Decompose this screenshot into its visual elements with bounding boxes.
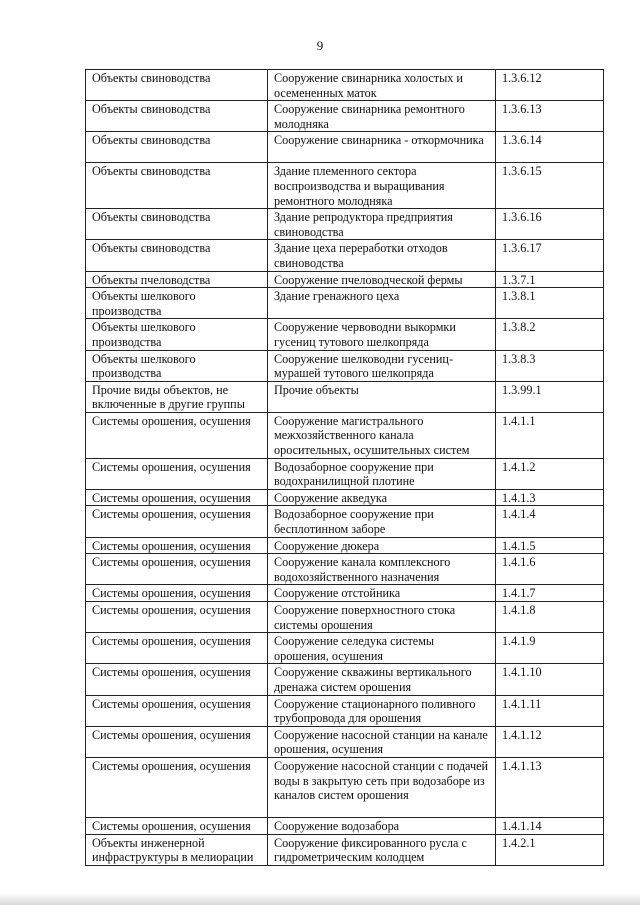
cell-object: Сооружение отстойника [268,585,496,602]
cell-object: Сооружение свинарника ремонтного молодняка [268,101,496,132]
cell-category: Объекты свиноводства [86,209,268,240]
cell-code: 1.3.8.1 [496,288,604,319]
cell-object: Сооружение червоводни выкормки гусениц тутового шелкопряда [268,319,496,350]
table-row [86,834,604,865]
cell-object: Здание цеха переработки отходов свиноводства [268,240,496,271]
cell-object: Здание репродуктора предприятия свиноводства [268,209,496,240]
cell-category: Объекты шелкового производства [86,288,268,319]
table-row [86,489,604,506]
page-number: 9 [316,38,324,53]
cell-category: Объекты инженерной инфраструктуры в мелиорации [86,834,268,865]
cell-object: Сооружение водозабора [268,817,496,834]
table-row [86,350,604,381]
cell-code: 1.3.99.1 [496,381,604,412]
cell-code: 1.3.6.13 [496,101,604,132]
cell-object: Здание гренажного цеха [268,288,496,319]
cell-category: Системы орошения, осушения [86,506,268,537]
table-row [86,458,604,489]
table-row [86,554,604,585]
cell-code: 1.4.1.2 [496,458,604,489]
cell-code: 1.3.8.2 [496,319,604,350]
table-row [86,271,604,288]
cell-code: 1.4.1.10 [496,664,604,695]
cell-code: 1.4.1.1 [496,412,604,458]
cell-object: Сооружение насосной станции с подачей воды в закрытую сеть при водозаборе из каналов систем орошения [268,757,496,817]
cell-object: Сооружение насосной станции на канале орошения, осушения [268,726,496,757]
cell-category: Системы орошения, осушения [86,537,268,554]
table-body [86,70,604,866]
cell-category: Системы орошения, осушения [86,602,268,633]
cell-object: Сооружение дюкера [268,537,496,554]
table-row [86,664,604,695]
table-row [86,132,604,163]
cell-category: Объекты шелкового производства [86,350,268,381]
cell-code: 1.4.1.3 [496,489,604,506]
cell-category: Системы орошения, осушения [86,489,268,506]
cell-code: 1.4.1.7 [496,585,604,602]
table-row [86,633,604,664]
table-row [86,288,604,319]
cell-object: Водозаборное сооружение при водохранилищной плотине [268,458,496,489]
cell-code: 1.4.1.8 [496,602,604,633]
cell-code: 1.4.1.13 [496,757,604,817]
cell-object: Сооружение акведука [268,489,496,506]
cell-object: Сооружение пчеловодческой фермы [268,271,496,288]
table-row [86,101,604,132]
cell-code: 1.4.1.5 [496,537,604,554]
cell-category: Прочие виды объектов, не включенные в другие группы [86,381,268,412]
cell-category: Объекты свиноводства [86,240,268,271]
table-row [86,817,604,834]
cell-category: Объекты свиноводства [86,132,268,163]
cell-code: 1.3.6.12 [496,70,604,101]
cell-category: Объекты свиноводства [86,70,268,101]
table-row [86,537,604,554]
cell-category: Объекты свиноводства [86,163,268,209]
cell-category: Системы орошения, осушения [86,633,268,664]
table-row [86,726,604,757]
table-row [86,319,604,350]
table-row [86,412,604,458]
scan-edge [0,893,640,905]
cell-code: 1.3.6.15 [496,163,604,209]
table-row [86,163,604,209]
cell-category: Системы орошения, осушения [86,412,268,458]
cell-object: Сооружение скважины вертикального дренажа систем орошения [268,664,496,695]
table-row [86,70,604,101]
cell-code: 1.4.2.1 [496,834,604,865]
table-row [86,240,604,271]
table-row [86,506,604,537]
cell-code: 1.4.1.12 [496,726,604,757]
cell-category: Системы орошения, осушения [86,664,268,695]
cell-code: 1.3.6.17 [496,240,604,271]
cell-category: Системы орошения, осушения [86,817,268,834]
cell-object: Сооружение поверхностного стока системы орошения [268,602,496,633]
cell-code: 1.3.6.14 [496,132,604,163]
cell-category: Объекты шелкового производства [86,319,268,350]
table-row [86,585,604,602]
cell-object: Здание племенного сектора воспроизводства и выращивания ремонтного молодняка [268,163,496,209]
cell-object: Водозаборное сооружение при бесплотинном заборе [268,506,496,537]
cell-object: Сооружение селедука системы орошения, осушения [268,633,496,664]
table-row [86,602,604,633]
cell-category: Системы орошения, осушения [86,757,268,817]
cell-code: 1.4.1.6 [496,554,604,585]
cell-object: Сооружение магистрального межхозяйственного канала оросительных, осушительных систем [268,412,496,458]
cell-code: 1.3.6.16 [496,209,604,240]
cell-object: Сооружение стационарного поливного трубопровода для орошения [268,695,496,726]
cell-category: Объекты пчеловодства [86,271,268,288]
table-row [86,209,604,240]
cell-code: 1.3.8.3 [496,350,604,381]
cell-code: 1.3.7.1 [496,271,604,288]
cell-category: Системы орошения, осушения [86,554,268,585]
cell-code: 1.4.1.14 [496,817,604,834]
cell-category: Системы орошения, осушения [86,585,268,602]
cell-category: Системы орошения, осушения [86,726,268,757]
table-row [86,695,604,726]
cell-code: 1.4.1.9 [496,633,604,664]
classification-table [85,69,604,866]
cell-category: Системы орошения, осушения [86,695,268,726]
cell-object: Сооружение свинарника холостых и осемененных маток [268,70,496,101]
cell-object: Сооружение свинарника - откормочника [268,132,496,163]
cell-code: 1.4.1.4 [496,506,604,537]
cell-code: 1.4.1.11 [496,695,604,726]
cell-object: Сооружение фиксированного русла с гидрометрическим колодцем [268,834,496,865]
table-row [86,757,604,817]
table-row [86,381,604,412]
cell-object: Сооружение канала комплексного водохозяйственного назначения [268,554,496,585]
cell-object: Сооружение шелководни гусениц-мурашей тутового шелкопряда [268,350,496,381]
cell-category: Системы орошения, осушения [86,458,268,489]
cell-category: Объекты свиноводства [86,101,268,132]
cell-object: Прочие объекты [268,381,496,412]
